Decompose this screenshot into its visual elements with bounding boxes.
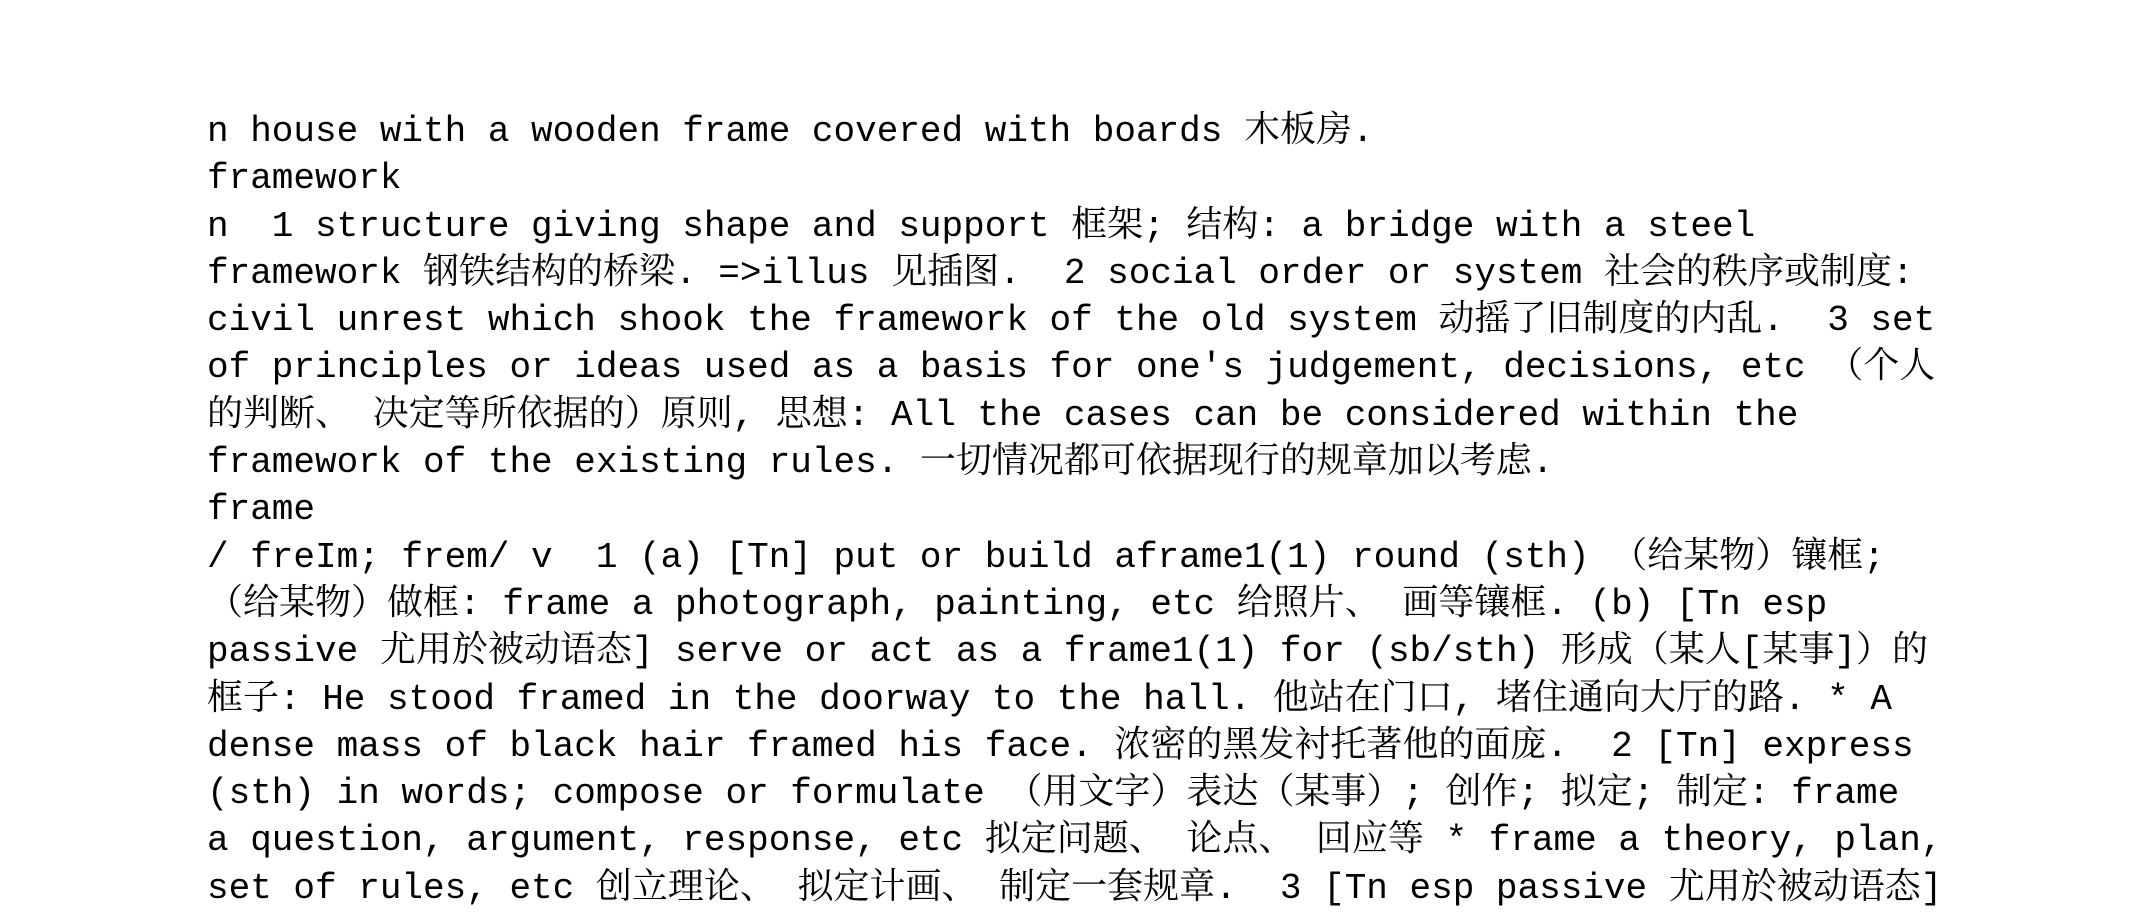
text-line: of principles or ideas used as a basis for one's judgement, decisions, etc （个人 <box>207 347 1936 389</box>
text-line: set of rules, etc 创立理论、 拟定计画、 制定一套规章. 3 [Tn esp passive 尤用於被动语态] <box>207 867 1943 909</box>
dictionary-text-block <box>207 108 2127 912</box>
text-line: (sth) in words; compose or formulate （用文字）表达（某事）; 创作; 拟定; 制定: frame <box>207 773 1900 815</box>
text-line: （给某物）做框: frame a photograph, painting, etc 给照片、 画等镶框. (b) [Tn esp <box>207 583 1828 625</box>
headword-frame: frame <box>207 489 316 531</box>
text-line: 框子: He stood framed in the doorway to the hall. 他站在门口, 堵住通向大厅的路. * A <box>207 678 1892 720</box>
text-line: 的判断、 决定等所依据的）原则, 思想: All the cases can be considered within the <box>207 394 1799 436</box>
headword-framework: framework <box>207 158 402 200</box>
text-line: civil unrest which shook the framework of the old system 动摇了旧制度的内乱. 3 set <box>207 300 1936 342</box>
text-line: dense mass of black hair framed his face. 浓密的黑发衬托著他的面庞. 2 [Tn] express <box>207 725 1914 767</box>
text-line: framework of the existing rules. 一切情况都可依据现行的规章加以考虑. <box>207 442 1554 484</box>
text-line: n house with a wooden frame covered with boards 木板房. <box>207 111 1374 152</box>
text-line: / freIm; frem/ v 1 (a) [Tn] put or build aframe1(1) round (sth) （给某物）镶框; <box>207 536 1885 578</box>
text-line: n 1 structure giving shape and support 框架; 结构: a bridge with a steel <box>207 205 1756 247</box>
text-line: framework 钢铁结构的桥梁. =>illus 见插图. 2 social order or system 社会的秩序或制度: <box>207 252 1914 294</box>
text-line: passive 尤用於被动语态] serve or act as a frame1(1) for (sb/sth) 形成（某人[某事]）的 <box>207 631 1928 673</box>
text-line: a question, argument, response, etc 拟定问题、 论点、 回应等 * frame a theory, plan, <box>207 820 1943 862</box>
